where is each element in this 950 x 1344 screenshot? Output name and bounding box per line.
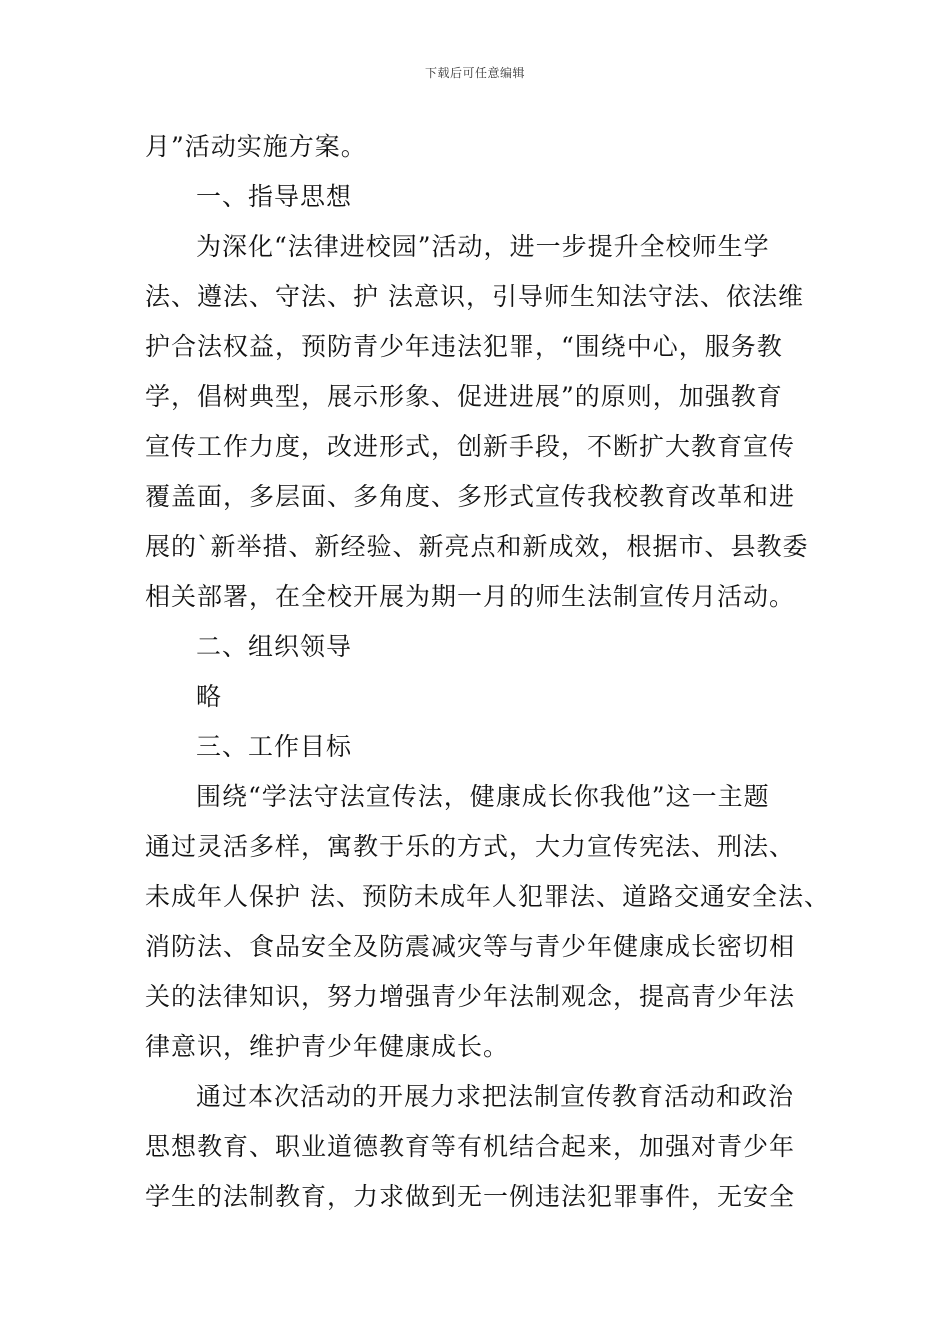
text-line: 护合法权益，预防青少年违法犯罪，“围绕中心，服务教 xyxy=(145,332,783,361)
text-line: 围绕“学法守法宣传法，健康成长你我他”这一主题 xyxy=(196,782,770,811)
text-line: 消防法、食品安全及防震减灾等与青少年健康成长密切相 xyxy=(145,932,796,961)
text-line: 律意识，维护青少年健康成长。 xyxy=(145,1032,510,1061)
text-line: 月”活动实施方案。 xyxy=(145,132,367,161)
text-line: 为深化“法律进校园”活动，进一步提升全校师生学 xyxy=(196,232,770,261)
page-header: 下载后可任意编辑 xyxy=(424,66,525,80)
text-line: 学生的法制教育，力求做到无一例违法犯罪事件，无安全 xyxy=(145,1182,796,1211)
section-heading: 三、工作目标 xyxy=(196,732,353,761)
text-line: 相关部署，在全校开展为期一月的师生法制宣传月活动。 xyxy=(145,582,796,611)
text-line: 通过灵活多样，寓教于乐的方式，大力宣传宪法、刑法、 xyxy=(145,832,796,861)
text-line: 宣传工作力度，改进形式，创新手段，不断扩大教育宣传 xyxy=(145,432,796,461)
section-heading: 二、组织领导 xyxy=(196,632,353,661)
text-line: 覆盖面，多层面、多角度、多形式宣传我校教育改革和进 xyxy=(145,482,796,511)
text-line: 通过本次活动的开展力求把法制宣传教育活动和政治 xyxy=(196,1082,795,1111)
text-line: 法、遵法、守法、护 法意识，引导师生知法守法、依法维 xyxy=(145,282,804,311)
text-line: 学，倡树典型，展示形象、促进进展”的原则，加强教育 xyxy=(145,382,783,411)
text-line: 思想教育、职业道德教育等有机结合起来，加强对青少年 xyxy=(145,1132,796,1161)
section-heading: 一、指导思想 xyxy=(196,182,353,211)
text-line: 未成年人保护 法、预防未成年人犯罪法、道路交通安全法、 xyxy=(145,882,830,911)
text-line: 展的`新举措、新经验、新亮点和新成效，根据市、县教委 xyxy=(145,532,809,561)
text-line: 关的法律知识，努力增强青少年法制观念，提高青少年法 xyxy=(145,982,796,1011)
text-line: 略 xyxy=(196,682,223,711)
